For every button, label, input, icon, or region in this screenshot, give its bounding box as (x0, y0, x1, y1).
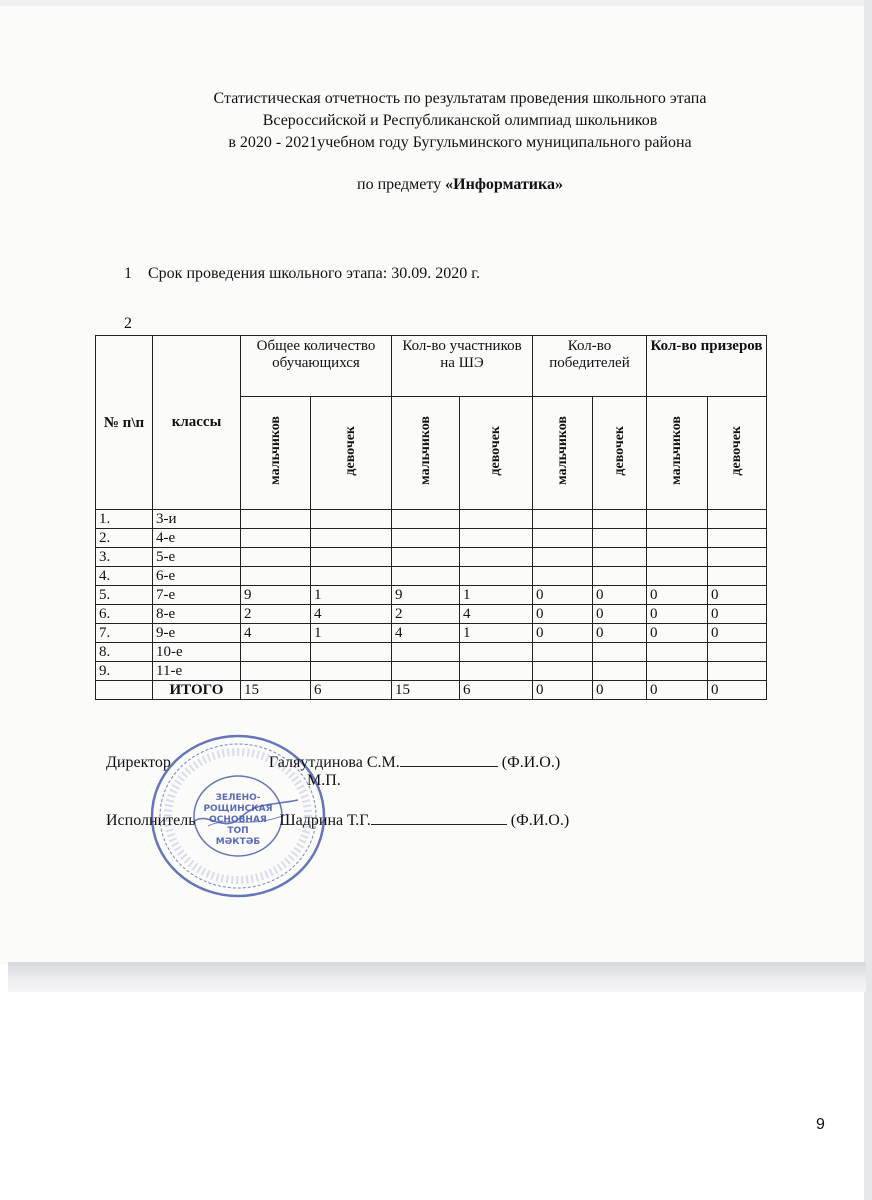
report-title-line-1: Статистическая отчетность по результатам проведения школьного этапа (213, 90, 707, 107)
director-fio: (Ф.И.О.) (501, 754, 561, 771)
row-value (647, 548, 708, 567)
table-row (96, 605, 767, 624)
row-value: 1 (460, 624, 533, 643)
total-row (96, 681, 767, 700)
row-value (647, 529, 708, 548)
row-value: 2 (392, 605, 460, 624)
sub-girls-2: девочек (460, 397, 533, 510)
row-value (708, 510, 767, 529)
sub-boys-3: мальчиков (533, 397, 593, 510)
row-value (708, 548, 767, 567)
row-value (460, 662, 533, 681)
row-class: 6-е (153, 567, 241, 586)
director-name: Галяутдинова С.М. (268, 754, 400, 771)
row-value (593, 567, 647, 586)
row-number: 3. (96, 548, 153, 567)
svg-text:РОЩИНСКАЯ: РОЩИНСКАЯ (203, 804, 273, 814)
row-value: 1 (311, 586, 392, 605)
executor-underline (371, 810, 507, 825)
row-value (708, 567, 767, 586)
row-value: 0 (533, 681, 593, 700)
table-row (96, 662, 767, 681)
results-table (95, 335, 767, 700)
row-value: 0 (708, 605, 767, 624)
row-class: 4-е (153, 529, 241, 548)
row-value (533, 567, 593, 586)
executor-fio: (Ф.И.О.) (510, 812, 570, 829)
row-value: 0 (593, 586, 647, 605)
table-body (96, 510, 767, 700)
row-value: 9 (241, 586, 311, 605)
table-row (96, 567, 767, 586)
table-row (96, 643, 767, 662)
subject-name: «Информатика» (445, 176, 563, 193)
row-value: 6 (311, 681, 392, 700)
report-title-line-3: в 2020 - 2021учебном году Бугульминского муниципального района (228, 134, 692, 151)
sub-boys-4: мальчиков (647, 397, 708, 510)
row-value: 0 (533, 586, 593, 605)
scan-edge-right (864, 0, 872, 1200)
row-number: 1. (96, 510, 153, 529)
row-value (460, 548, 533, 567)
row-value: 15 (241, 681, 311, 700)
header-classes: классы (153, 336, 241, 510)
item-1-number: 1 (124, 265, 132, 282)
row-number: 6. (96, 605, 153, 624)
executor-label: Исполнитель (106, 812, 196, 829)
row-value (593, 510, 647, 529)
row-value: 0 (593, 681, 647, 700)
row-value (593, 548, 647, 567)
row-value (460, 529, 533, 548)
scan-edge-top (0, 0, 872, 6)
row-value: 0 (533, 624, 593, 643)
row-value (708, 662, 767, 681)
row-value (241, 548, 311, 567)
row-value: 4 (311, 605, 392, 624)
row-value: 0 (708, 681, 767, 700)
director-signature-line (106, 752, 560, 772)
row-value (241, 529, 311, 548)
row-class: 3-и (153, 510, 241, 529)
row-value (533, 529, 593, 548)
row-value (460, 567, 533, 586)
row-value (647, 567, 708, 586)
header-participants: Кол-во участников на ШЭ (392, 336, 533, 397)
svg-text:ОСНОВНАЯ: ОСНОВНАЯ (209, 815, 267, 825)
row-value (593, 643, 647, 662)
scan-fold-shadow (8, 962, 866, 992)
row-value: 0 (647, 681, 708, 700)
row-value: 4 (460, 605, 533, 624)
director-underline (400, 752, 498, 767)
row-value (533, 643, 593, 662)
row-value (311, 643, 392, 662)
sub-girls-4: девочек (708, 397, 767, 510)
sub-girls-3: девочек (593, 397, 647, 510)
report-title-line-2: Всероссийской и Республиканской олимпиад школьников (262, 112, 658, 129)
row-value (241, 643, 311, 662)
row-value (392, 643, 460, 662)
row-value: 4 (241, 624, 311, 643)
stamp-place-label: М.П. (307, 772, 341, 789)
row-value (311, 548, 392, 567)
row-value: 2 (241, 605, 311, 624)
row-value: 0 (593, 605, 647, 624)
header-prizewinners: Кол-во призеров (647, 336, 767, 397)
row-value (647, 643, 708, 662)
row-value: 0 (647, 586, 708, 605)
row-value (392, 510, 460, 529)
header-total-students: Общее количество обучающихся (241, 336, 392, 397)
director-label: Директор (106, 754, 171, 771)
row-value (708, 643, 767, 662)
row-number (96, 681, 153, 700)
sub-boys-1: мальчиков (241, 397, 311, 510)
row-value (311, 567, 392, 586)
row-value (533, 548, 593, 567)
row-value (647, 662, 708, 681)
row-class: 10-е (153, 643, 241, 662)
row-value (241, 567, 311, 586)
item-2-number: 2 (124, 315, 132, 332)
row-value (392, 567, 460, 586)
row-value (241, 510, 311, 529)
table-row (96, 510, 767, 529)
row-value (460, 643, 533, 662)
row-value: 4 (392, 624, 460, 643)
row-value (533, 662, 593, 681)
table-row (96, 529, 767, 548)
row-value: 6 (460, 681, 533, 700)
table-row (96, 624, 767, 643)
table-row (96, 586, 767, 605)
row-number: 5. (96, 586, 153, 605)
header-winners: Кол-во победителей (533, 336, 647, 397)
row-number: 4. (96, 567, 153, 586)
row-class: 5-е (153, 548, 241, 567)
page-number: 9 (816, 1116, 825, 1133)
row-value: 0 (647, 605, 708, 624)
row-value (392, 529, 460, 548)
total-label: ИТОГО (153, 681, 241, 700)
row-value: 0 (593, 624, 647, 643)
sub-boys-2: мальчиков (392, 397, 460, 510)
row-value (311, 529, 392, 548)
sub-girls-1: девочек (311, 397, 392, 510)
row-value: 0 (533, 605, 593, 624)
row-value (311, 662, 392, 681)
row-class: 7-е (153, 586, 241, 605)
subject-prefix: по предмету (357, 176, 446, 193)
row-number: 8. (96, 643, 153, 662)
executor-signature-line (106, 810, 569, 830)
row-value (533, 510, 593, 529)
row-value: 15 (392, 681, 460, 700)
row-value (460, 510, 533, 529)
row-value (593, 662, 647, 681)
row-value (593, 529, 647, 548)
row-value (647, 510, 708, 529)
item-1 (124, 265, 480, 283)
row-value: 0 (708, 624, 767, 643)
subject-line (100, 176, 820, 194)
executor-name: Шадрина Т.Г. (279, 812, 371, 829)
row-value: 9 (392, 586, 460, 605)
row-number: 9. (96, 662, 153, 681)
svg-text:МӘКТӘБ: МӘКТӘБ (215, 837, 261, 847)
row-value: 0 (647, 624, 708, 643)
item-1-text: Срок проведения школьного этапа: 30.09. 2020 г. (148, 265, 480, 282)
row-class: 9-е (153, 624, 241, 643)
row-value: 1 (311, 624, 392, 643)
header-number: № п\п (96, 336, 153, 510)
row-value: 1 (460, 586, 533, 605)
row-value (392, 662, 460, 681)
row-class: 11-е (153, 662, 241, 681)
row-value: 0 (708, 586, 767, 605)
row-class: 8-е (153, 605, 241, 624)
svg-text:ТОП: ТОП (227, 826, 249, 836)
row-value (708, 529, 767, 548)
row-value (311, 510, 392, 529)
row-value (241, 662, 311, 681)
table-row (96, 548, 767, 567)
row-number: 2. (96, 529, 153, 548)
row-number: 7. (96, 624, 153, 643)
row-value (392, 548, 460, 567)
svg-text:ЗЕЛЕНО-: ЗЕЛЕНО- (215, 793, 261, 803)
